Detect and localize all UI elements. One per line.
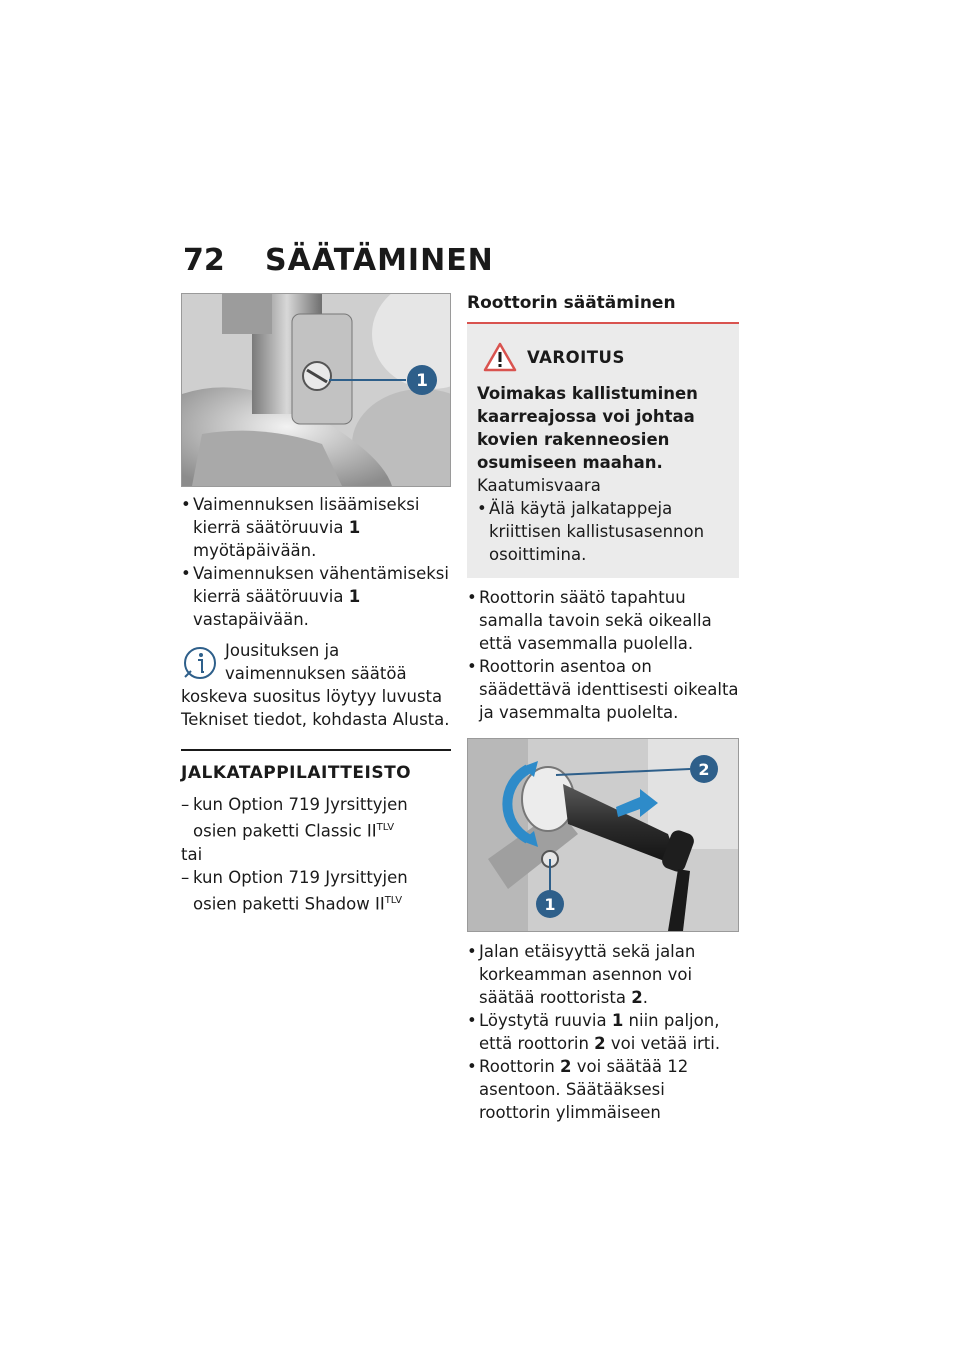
chapter-title: SÄÄTÄMINEN	[265, 243, 494, 278]
list-item: • Vaimennuksen vähentämiseksi kierrä säätöruuvia 1 vastapäivään.	[181, 562, 451, 631]
right-column	[467, 293, 739, 1124]
page-header	[183, 243, 494, 278]
list-item: – kun Option 719 Jyrsittyjen osien paketti Shadow $II^{TLV}$	[181, 866, 451, 916]
section-heading: JALKATAPPILAITTEISTO	[181, 749, 451, 783]
warning-label: VAROITUS	[527, 347, 625, 367]
page-number: 72	[183, 243, 225, 278]
rotor-adjust-steps	[467, 940, 739, 1124]
figure1-callout: 1	[416, 371, 428, 391]
figure2-callout-2: 2	[698, 760, 710, 779]
warning-instructions	[477, 497, 729, 566]
list-item: • Älä käytä jalkatappeja kriittisen kallistusasennon osoittimina.	[477, 497, 729, 566]
info-icon	[181, 641, 219, 685]
list-item: • Vaimennuksen lisäämiseksi kierrä säätöruuvia 1 myötäpäivään.	[181, 493, 451, 562]
warning-title: Voimakas kallistuminen kaarreajossa voi johtaa kovien rakenneosien osumiseen maahan.	[477, 384, 698, 472]
list-item: • Roottorin 2 voi säätää 12 asentoon. Säätääksesi roottorin ylimmäiseen	[467, 1055, 739, 1124]
list-item: • Roottorin säätö tapahtuu samalla tavoin sekä oikealla että vasemmalla puolella.	[467, 586, 739, 655]
list-item: – kun Option 719 Jyrsittyjen osien paketti Classic $II^{TLV}$	[181, 793, 451, 843]
list-item: • Jalan etäisyyttä sekä jalan korkeamman asennon voi säätää roottorista 2.	[467, 940, 739, 1009]
subheading: Roottorin säätäminen	[467, 293, 739, 324]
note-text: Jousituksen ja vaimennuksen säätöä koskeva suositus löytyy luvusta Tekniset tiedot, kohdasta Alusta.	[181, 641, 450, 729]
figure2-callout-1: 1	[544, 895, 556, 914]
damping-instructions	[181, 493, 451, 631]
list-item: • Löystytä ruuvia 1 niin paljon, että roottorin 2 voi vetää irti.	[467, 1009, 739, 1055]
shock-absorber-figure	[181, 293, 451, 487]
info-note	[181, 639, 451, 731]
footpeg-rotor-illustration	[468, 739, 738, 931]
list-item: • Roottorin asentoa on säädettävä identtisesti oikealta ja vasemmalta puolelta.	[467, 655, 739, 724]
or-word: tai	[181, 844, 203, 864]
equipment-conditions	[181, 793, 451, 915]
warning-header	[483, 342, 729, 372]
rotor-instructions	[467, 586, 739, 724]
warning-risk: Kaatumisvaara	[477, 476, 601, 495]
shock-adjuster-illustration	[182, 294, 450, 486]
left-column	[181, 293, 451, 915]
warning-box	[467, 324, 739, 578]
footpeg-figure	[467, 738, 739, 932]
warning-triangle-icon	[483, 342, 517, 372]
